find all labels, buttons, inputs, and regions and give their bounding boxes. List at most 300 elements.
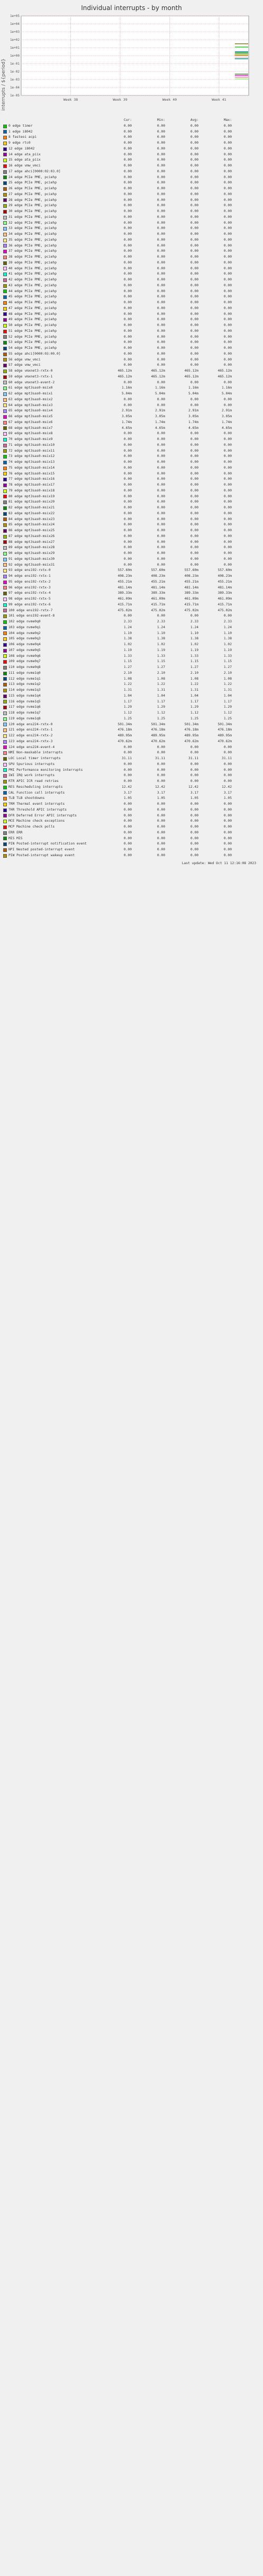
max-value: 0.00 (223, 745, 232, 749)
min-value: 0.00 (157, 198, 165, 202)
series-swatch (3, 375, 7, 379)
legend-row (2, 454, 261, 460)
avg-value: 2.10 (190, 671, 198, 675)
legend-row (2, 773, 261, 779)
max-value: 0.00 (223, 403, 232, 407)
legend-row (2, 408, 261, 414)
min-value: 3.17 (157, 790, 165, 795)
series-label: 54 edge PCIe PME, pciehp (8, 346, 57, 350)
cur-value: 0.00 (123, 825, 132, 829)
avg-value: 470.62m (184, 739, 198, 743)
series-label: 35 edge PCIe PME, pciehp (8, 238, 57, 242)
max-value: 0.00 (223, 842, 232, 846)
min-value: 0.00 (157, 443, 165, 447)
max-value: 1.38 (223, 637, 232, 641)
series-label: THR Threshold APIC interrupts (8, 807, 67, 812)
legend-row (2, 545, 261, 551)
max-value: 0.00 (223, 340, 232, 345)
series-swatch (3, 489, 7, 493)
series-label: 65 edge mpt3sas0-msix4 (8, 409, 53, 413)
last-update: Last update: Wed Oct 11 12:16:08 2023 (182, 861, 256, 865)
min-value: 470.62m (151, 739, 165, 743)
min-value: 0.00 (157, 204, 165, 208)
avg-value: 1.38 (190, 637, 198, 641)
series-label: 15 edge ata_piix (8, 158, 41, 162)
cur-value: 0.00 (123, 483, 132, 487)
series-swatch (3, 335, 7, 339)
avg-value: 0.00 (190, 506, 198, 509)
max-value: 0.00 (223, 146, 232, 151)
y-tick-label: 1e+00 (10, 54, 20, 58)
series-label: 120 edge ens224-rxtx-0 (8, 722, 53, 726)
series-label: 106 edge nvme0q4 (8, 643, 41, 646)
legend-row (2, 254, 261, 260)
legend-row (2, 739, 261, 745)
series-swatch (3, 774, 7, 778)
series-swatch (3, 581, 7, 584)
series-swatch (3, 472, 7, 476)
legend-row (2, 693, 261, 699)
min-value: 0.00 (157, 529, 165, 532)
max-value: 0.00 (223, 807, 232, 812)
avg-value: 0.00 (190, 534, 198, 538)
series-swatch (3, 267, 7, 270)
min-value: 0.00 (157, 169, 165, 173)
series-swatch (3, 198, 7, 202)
series-swatch (3, 415, 7, 419)
legend-row (2, 768, 261, 773)
max-value: 0.00 (223, 141, 232, 145)
legend-row (2, 568, 261, 574)
min-value: 0.00 (157, 802, 165, 806)
y-tick-label: 1e-02 (10, 70, 20, 74)
series-swatch (3, 261, 7, 265)
series-label: RTR APIC ICR read retries (8, 779, 59, 783)
max-value: 0.00 (223, 813, 232, 817)
avg-value: 0.00 (190, 260, 198, 265)
cur-value: 0.00 (123, 494, 132, 498)
max-value: 0.00 (223, 751, 232, 755)
legend-row (2, 511, 261, 517)
cur-value: 0.00 (123, 181, 132, 185)
min-value: 0.00 (157, 232, 165, 236)
avg-value: 0.00 (190, 773, 198, 778)
avg-value: 0.00 (190, 226, 198, 231)
legend-row (2, 232, 261, 238)
max-value: 0.00 (223, 432, 232, 436)
avg-value: 5.04m (188, 392, 198, 395)
cur-value: 501.34m (117, 722, 132, 726)
max-value: 1.27 (223, 665, 232, 669)
max-value: 0.00 (223, 164, 232, 168)
series-label: DFR Deferred Error APIC interrupts (8, 813, 77, 817)
cur-value: 0.00 (123, 152, 132, 156)
series-label: 69 edge mpt3sas0-msix8 (8, 432, 53, 436)
avg-value: 0.00 (190, 511, 198, 515)
min-value: 0.00 (157, 306, 165, 310)
min-value: 0.00 (157, 819, 165, 823)
cur-value: 5.04m (122, 392, 132, 395)
series-label: 80 edge mpt3sas0-msix19 (8, 494, 55, 498)
cur-value: 0.00 (123, 260, 132, 265)
cur-value: 0.00 (123, 141, 132, 145)
min-value: 31.11 (155, 757, 165, 760)
max-value: 465.12m (217, 369, 232, 373)
series-label: 37 edge PCIe PME, pciehp (8, 249, 57, 253)
series-label: 45 edge PCIe PME, pciehp (8, 295, 57, 299)
avg-value: 489.95m (184, 734, 198, 737)
series-swatch (3, 495, 7, 498)
legend-row (2, 534, 261, 540)
min-value: 0.00 (157, 488, 165, 493)
max-value: 0.00 (223, 534, 232, 538)
max-value: 0.00 (223, 529, 232, 532)
legend-row (2, 528, 261, 534)
series-swatch (3, 386, 7, 390)
min-value: 0.00 (157, 848, 165, 851)
avg-value: 0.00 (190, 357, 198, 362)
cur-value: 0.00 (123, 471, 132, 476)
series-swatch (3, 620, 7, 624)
series-label: 112 edge nvme1q1 (8, 676, 41, 681)
min-value: 0.00 (157, 842, 165, 846)
series-label: 95 edge ens192-rxtx-2 (8, 579, 51, 584)
series-swatch (3, 603, 7, 607)
series-swatch (3, 546, 7, 550)
max-value: 1.10 (223, 631, 232, 635)
series-label: NMI Non-maskable interrupts (8, 751, 63, 755)
avg-value: 465.12m (184, 374, 198, 379)
max-value: 0.00 (223, 523, 232, 527)
cur-value: 0.00 (123, 477, 132, 481)
max-value: 470.62m (217, 739, 232, 743)
legend-row (2, 540, 261, 546)
cur-value: 1.04 (123, 693, 132, 698)
legend-row (2, 289, 261, 295)
legend-row (2, 551, 261, 557)
min-value: 0.00 (157, 312, 165, 316)
cur-value: 0.00 (123, 232, 132, 236)
min-value: 1.33 (157, 654, 165, 658)
cur-value: 0.00 (123, 175, 132, 179)
series-label: 30 edge PCIe PME, pciehp (8, 209, 57, 213)
avg-value: 0.00 (190, 335, 198, 339)
series-label: 63 edge mpt3sas0-msix2 (8, 397, 53, 401)
max-value: 0.00 (223, 278, 232, 282)
series-label: 92 edge mpt3sas0-msix31 (8, 562, 55, 567)
min-value: 0.00 (157, 523, 165, 527)
min-value: 408.23m (151, 574, 165, 578)
min-value: 2.91m (155, 409, 165, 413)
legend-row (2, 329, 261, 335)
chart-title: Individual interrupts - by month (81, 4, 182, 12)
avg-value: 0.00 (190, 323, 198, 327)
max-value: 0.00 (223, 175, 232, 179)
max-value: 2.10 (223, 671, 232, 675)
max-value: 481.14m (217, 585, 232, 590)
series-label: 51 edge PCIe PME, pciehp (8, 329, 57, 333)
max-value: 0.00 (223, 135, 232, 139)
cur-value: 0.00 (123, 318, 132, 322)
max-value: 1.08 (223, 676, 232, 681)
series-swatch (3, 797, 7, 801)
legend-row (2, 163, 261, 169)
series-swatch (3, 506, 7, 510)
legend-row (2, 192, 261, 198)
min-value: 1.16m (155, 386, 165, 390)
series-swatch (3, 803, 7, 806)
legend-row (2, 209, 261, 215)
cur-value: 0.00 (123, 546, 132, 550)
series-swatch (3, 210, 7, 214)
max-value: 0.00 (223, 517, 232, 521)
avg-value: 461.09m (184, 597, 198, 601)
min-value: 1.74m (155, 420, 165, 424)
cur-value: 0.00 (123, 540, 132, 544)
avg-value: 0.00 (190, 540, 198, 544)
series-swatch (3, 825, 7, 829)
series-swatch (3, 483, 7, 487)
series-swatch (3, 740, 7, 744)
series-swatch (3, 467, 7, 470)
avg-value: 0.00 (190, 465, 198, 470)
min-value: 1.15 (157, 660, 165, 664)
max-value: 0.00 (223, 836, 232, 840)
max-value: 1.04 (223, 693, 232, 698)
series-swatch (3, 364, 7, 367)
legend-row (2, 294, 261, 300)
avg-value: 1.22 (190, 682, 198, 687)
cur-value: 1.25 (123, 716, 132, 720)
series-swatch (3, 353, 7, 356)
max-value: 0.00 (223, 295, 232, 299)
cur-value: 415.71m (117, 602, 132, 606)
y-tick-labels (10, 14, 20, 98)
min-value: 0.00 (157, 329, 165, 333)
cur-value: 0.00 (123, 329, 132, 333)
max-value: 475.02m (217, 608, 232, 612)
cur-value: 465.12m (117, 369, 132, 373)
series-label: 78 edge mpt3sas0-msix17 (8, 483, 55, 487)
cur-value: 481.14m (117, 585, 132, 590)
series-swatch (3, 398, 7, 402)
max-value: 0.00 (223, 773, 232, 778)
series-label: 66 edge mpt3sas0-msix5 (8, 415, 53, 418)
series-label: 84 edge mpt3sas0-msix23 (8, 517, 55, 521)
legend-row (2, 756, 261, 762)
series-label: 58 edge vmxnet3-rxtx-0 (8, 369, 53, 373)
min-value: 0.00 (157, 351, 165, 356)
avg-value: 0.00 (190, 129, 198, 134)
series-swatch (3, 842, 7, 846)
max-value: 0.00 (223, 357, 232, 362)
avg-value: 0.00 (190, 329, 198, 333)
cur-value: 0.00 (123, 198, 132, 202)
y-tick-label: 1e+05 (10, 14, 20, 18)
series-swatch (3, 164, 7, 168)
cur-value: 0.00 (123, 249, 132, 253)
series-swatch (3, 438, 7, 442)
max-value: 0.00 (223, 158, 232, 162)
y-tick-label: 1e+04 (10, 22, 20, 26)
min-value: 0.00 (157, 187, 165, 190)
avg-value: 0.00 (190, 768, 198, 772)
series-swatch (3, 159, 7, 162)
cur-value: 557.60m (117, 568, 132, 573)
avg-value: 1.02 (190, 643, 198, 646)
series-label: MCE Machine check exceptions (8, 819, 65, 823)
max-value: 0.00 (223, 266, 232, 270)
legend-row (2, 488, 261, 494)
max-value: 0.00 (223, 238, 232, 242)
cur-value: 0.00 (123, 209, 132, 213)
legend-row (2, 437, 261, 443)
cur-value: 0.00 (123, 289, 132, 293)
legend-row (2, 323, 261, 329)
max-value: 0.00 (223, 460, 232, 464)
legend-row (2, 705, 261, 710)
cur-value: 0.00 (123, 751, 132, 755)
series-swatch (3, 723, 7, 726)
series-swatch (3, 301, 7, 305)
legend-row (2, 807, 261, 813)
min-value: 12.42 (155, 785, 165, 789)
avg-value: 1.33 (190, 654, 198, 658)
cur-value: 1.38 (123, 637, 132, 641)
min-value: 455.21m (151, 579, 165, 584)
min-value: 1.29 (157, 705, 165, 709)
min-value: 461.09m (151, 597, 165, 601)
series-swatch (3, 614, 7, 618)
legend-row (2, 790, 261, 796)
cur-value: 0.00 (123, 848, 132, 851)
max-value: 0.00 (223, 762, 232, 766)
max-value: 0.00 (223, 283, 232, 287)
min-value: 0.00 (157, 745, 165, 749)
series-label: 36 edge PCIe PME, pciehp (8, 243, 57, 248)
min-value: 0.00 (157, 551, 165, 555)
min-value: 0.00 (157, 825, 165, 829)
cur-value: 0.00 (123, 768, 132, 772)
series-swatch (3, 597, 7, 601)
max-value: 1.33 (223, 654, 232, 658)
legend-row (2, 391, 261, 397)
series-swatch (3, 763, 7, 767)
series-swatch (3, 609, 7, 612)
legend-row (2, 499, 261, 505)
legend-row (2, 420, 261, 426)
max-value: 0.00 (223, 437, 232, 441)
avg-value: 0.00 (190, 306, 198, 310)
series-label: 52 edge PCIe PME, pciehp (8, 335, 57, 339)
series-label: 34 edge PCIe PME, pciehp (8, 232, 57, 236)
cur-value: 1.74m (122, 420, 132, 424)
cur-value: 1.02 (123, 643, 132, 646)
legend-row (2, 146, 261, 152)
series-label: 124 edge ens224-event-4 (8, 745, 55, 749)
series-label: 99 edge ens192-rxtx-6 (8, 602, 51, 606)
cur-value: 0.00 (123, 465, 132, 470)
max-value: 0.00 (223, 830, 232, 834)
max-value: 0.00 (223, 301, 232, 304)
max-value: 461.09m (217, 597, 232, 601)
legend-row (2, 443, 261, 449)
avg-value: 0.00 (190, 848, 198, 851)
max-value: 1.24 (223, 625, 232, 629)
legend-row (2, 699, 261, 705)
min-value: 0.00 (157, 813, 165, 817)
avg-value: 0.00 (190, 164, 198, 168)
cur-value: 2.33 (123, 620, 132, 623)
cur-value: 0.00 (123, 557, 132, 561)
series-label: TRM Thermal event interrupts (8, 802, 65, 806)
max-value: 2.33 (223, 620, 232, 623)
max-value: 0.00 (223, 551, 232, 555)
avg-value: 1.12 (190, 711, 198, 715)
min-value: 0.00 (157, 517, 165, 521)
avg-value: 1.08 (190, 676, 198, 681)
cur-value: 0.00 (123, 215, 132, 219)
max-value: 0.00 (223, 506, 232, 509)
cur-value: 1.19 (123, 648, 132, 652)
series-label: 50 edge PCIe PME, pciehp (8, 323, 57, 327)
cur-value: 2.91m (122, 409, 132, 413)
avg-value: 0.00 (190, 523, 198, 527)
avg-value: 0.00 (190, 517, 198, 521)
series-label: 44 edge PCIe PME, pciehp (8, 289, 57, 293)
series-label: 56 edge vmw_vmci (8, 357, 41, 362)
series-label: 27 edge PCIe PME, pciehp (8, 192, 57, 196)
legend-row (2, 414, 261, 420)
series-swatch (3, 403, 7, 407)
series-label: 12 edge i8042 (8, 146, 35, 151)
series-label: 32 edge PCIe PME, pciehp (8, 221, 57, 225)
series-swatch (3, 672, 7, 675)
series-swatch (3, 370, 7, 373)
legend-row (2, 819, 261, 824)
cur-value: 0.00 (123, 192, 132, 196)
cur-value: 0.00 (123, 255, 132, 259)
legend-row (2, 317, 261, 323)
avg-value: 0.00 (190, 340, 198, 345)
max-value: 0.00 (223, 779, 232, 783)
legend-row (2, 346, 261, 351)
cur-value: 3.17 (123, 790, 132, 795)
legend-row (2, 140, 261, 146)
min-value: 0.00 (157, 295, 165, 299)
avg-value: 0.00 (190, 312, 198, 316)
min-value: 0.00 (157, 762, 165, 766)
series-label: 114 edge nvme1q3 (8, 688, 41, 692)
legend-row (2, 260, 261, 266)
min-value: 0.00 (157, 500, 165, 504)
series-label: 110 edge nvme0q8 (8, 665, 41, 669)
series-swatch (3, 125, 7, 128)
series-swatch (3, 728, 7, 732)
avg-value: 0.00 (190, 403, 198, 407)
cur-value: 0.00 (123, 449, 132, 453)
series-label: 86 edge mpt3sas0-msix25 (8, 529, 55, 532)
legend-row (2, 157, 261, 163)
legend-row (2, 221, 261, 226)
cur-value: 0.00 (123, 403, 132, 407)
max-value: 0.00 (223, 397, 232, 401)
avg-value: 0.00 (190, 283, 198, 287)
cur-value: 1.33 (123, 654, 132, 658)
legend-row (2, 733, 261, 739)
series-swatch (3, 289, 7, 293)
cur-value: 31.11 (122, 757, 132, 760)
